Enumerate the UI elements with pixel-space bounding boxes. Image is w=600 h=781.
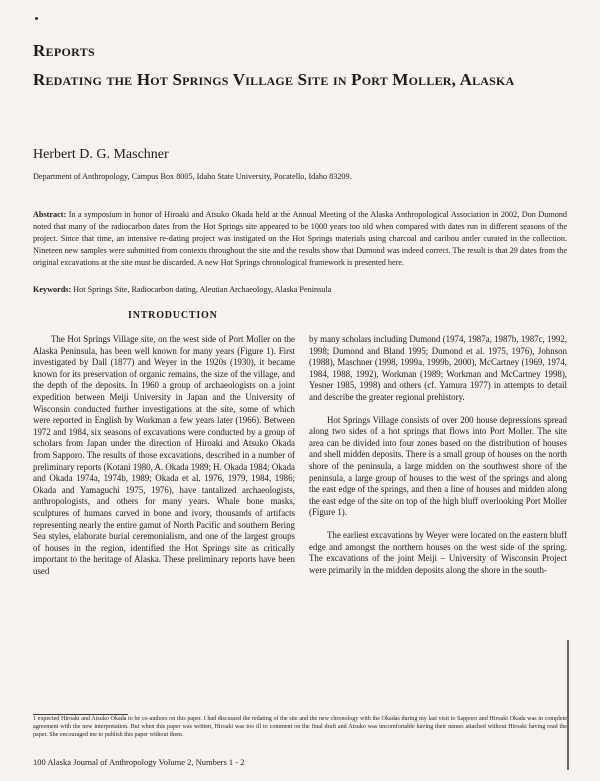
abstract-label: Abstract: [33, 210, 67, 219]
article-title: Redating the Hot Springs Village Site in Port Moller, Alaska [33, 70, 515, 89]
body-column-right [309, 334, 567, 576]
section-heading: INTRODUCTION [128, 310, 218, 321]
paragraph: Hot Springs Village consists of over 200 house depressions spread along two sides of a hot springs that flows into Port Moller. The site area can be divided into four zones based on the distribution of houses and shell midden deposits. There is a small group of houses on the north shore of the peninsula, a large midden on the southwest shore of the peninsula, a large group of houses to the west of the springs and along the east edge of the springs, and then a line of houses and midden along the east edge of the site on top of the high bluff overlooking Port Moller (Figure 1). [309, 414, 567, 518]
keywords-text: Hot Springs Site, Radiocarbon dating, Aleutian Archaeology, Alaska Peninsula [73, 285, 332, 294]
abstract-text: In a symposium in honor of Hiroaki and Atsuko Okada held at the Annual Meeting of the Alaska Anthropological Association in 2002, Don Dumond noted that many of the radiocarbon dates from the Hot Springs site appeared to be 1000 years too old when compared with dates run in different seasons of the project. Since that time, an intensive re-dating project was instigated on the Hot Springs materials using charcoal and caribou antler curated in the collection. Nineteen new samples were submitted from contexts throughout the site and the results show that Dumond was indeed correct. The result is that 29 dates from the original excavations at the site must be discarded. A new Hot Springs chronological framework is presented here. [33, 210, 568, 267]
author-affiliation: Department of Anthropology, Campus Box 8005, Idaho State University, Pocatello, Idaho 83209. [33, 172, 352, 181]
scan-speck [35, 17, 38, 20]
keywords [33, 285, 567, 294]
paragraph: The Hot Springs Village site, on the west side of Port Moller on the Alaska Peninsula, has been well known for many years (Figure 1). First investigated by Dall (1877) and Weyer in the 1920s (1930), it became known for its preservation of organic remains, the size of the village, and the depth of the deposits. In 1960 a group of archaeologists on a joint expedition between Meiji University in Japan and the University of Wisconsin conducted further investigations at the site, some of which were reported in English by Workman a few years later (1966). Between 1972 and 1984, six seasons of excavations were conducted by a group of scholars from Japan under the direction of Hiroaki and Atsuko Okada from Sapporo. The results of those excavations, described in a number of preliminary reports (Kotani 1980, A. Okada 1989; H. Okada 1984; Okada and Okada 1974a, 1974b, 1989; Okada et al. 1976, 1979, 1984, 1986; Okada and Yamaguchi 1975, 1976), have tantalized archaeologists, anthropologists, and others for many years. Whale bone masks, sculptures of humans carved in bone and ivory, thousands of artifacts representing nearly the entire gamut of North Pacific and southern Bering Sea styles, elaborate burial ceremonialism, and one of the largest groups of houses in the region, identified the Hot Springs site as critically important to the heritage of Alaska. These preliminary reports have been used [33, 334, 295, 576]
body-column-left [33, 334, 295, 577]
author-name: Herbert D. G. Maschner [33, 147, 169, 162]
footnote: 1 expected Hiroaki and Atsuko Okada to be co-authors on this paper. I had discussed the redating of the site and the new chronology with the Okadas during my last visit to Sapporo and Hiroaki Okada was in complete agreement with the new interpretation. But when this paper was written, Hiroaki was too ill to comment on the final draft and Atsuko was uncomfortable having their names attached without Hiroaki having read the paper. She encouraged me to publish this paper without them. [33, 716, 567, 738]
footnote-rule [33, 714, 128, 715]
paragraph: The earliest excavations by Weyer were located on the eastern bluff edge and amongst the northern houses on the west side of the spring. The excavations of the joint Meiji – University of Wisconsin Project were primarily in the midden deposits along the shore in the south- [309, 529, 567, 575]
keywords-label: Keywords: [33, 285, 72, 294]
scan-edge [567, 640, 569, 770]
section-label: Reports [33, 41, 95, 60]
paragraph: by many scholars including Dumond (1974, 1987a, 1987b, 1987c, 1992, 1998; Dumond and Bland 1995; Dumond et al. 1975, 1976), Johnson (1988), Maschner (1998, 1999a, 1999b, 2000), McCartney (1969, 1974, 1984, 1988, 1992), Workman (1989; Workman and McCartney 1998), Yesner 1985, 1998) and others (cf. Yamura 1977) in attempts to detail and describe the greater regional prehistory. [309, 334, 567, 402]
abstract [33, 209, 567, 269]
page-footer: 100 Alaska Journal of Anthropology Volume 2, Numbers 1 - 2 [33, 757, 245, 767]
